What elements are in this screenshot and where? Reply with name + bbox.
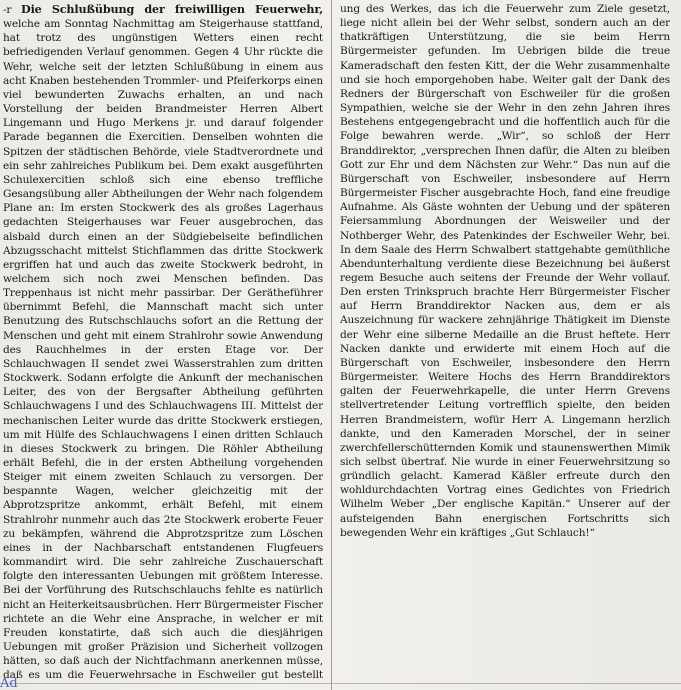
article-headline: Die Schlußübung der freiwilligen Feuerwehr, [21,2,323,16]
article-body-right: ung des Werkes, das ich die Feuerwehr zum Ziele gesetzt, liege nicht allein bei der Wehr selbst, sondern auch an der thatkräftigen Unterstützung, die sie beim Herrn Bürgermeister gefunden. Im Uebrigen bilde die treue Kameradschaft den festen Kitt, der die Wehr zusammenhalte und sie hoch emporgehoben habe. Weiter galt der Dank des Redners der Bürgerschaft von Eschweiler für die großen Sympathien, welche sie der Wehr in den zehn Jahren ihres Bestehens entgegengebracht und die hoffentlich auch für die Folge bewahren werde. „Wir“, so schloß der Herr Branddirektor, „versprechen Ihnen dafür, die Alten zu bleiben Gott zur Ehr und dem Nächsten zur Wehr.“ Das nun auf die Bürgerschaft von Eschweiler, insbesondere auf Herrn Bürgermeister Fischer ausgebrachte Hoch, fand eine freudige Aufnahme. Als Gäste wohnten der Uebung und der späteren Feiersammlung Abordnungen der Weisweiler und der Nothberger Wehr, des Patenkindes der Eschweiler Wehr, bei. In dem Saale des Herrn Schwalbert stattgehabte gemüthliche Abendunterhaltung verdiente diese Bezeichnung bei äußerst regem Besuche auch seitens der Freunde der Wehr vollauf. Den ersten Trinkspruch brachte Herr Bürgermeister Fischer auf Herrn Branddirektor Nacken aus, dem er als Auszeichnung für wackere zehnjährige Thätigkeit im Dienste der Wehr eine silberne Medaille an die Brust heftete. Herr Nacken dankte und erwiderte mit einem Hoch auf die Bürgerschaft von Eschweiler, insbesondere den Herrn Bürgermeister. Weitere Hochs des Herrn Branddirektors galten der Feuerwehrkapelle, die unter Herrn Grevens stellvertretender Leitung vortrefflich spielte, den beiden Herren Brandmeistern, wofür Herr A. Lingemann herzlich dankte, und den Kameraden Morschel, der in seiner zwerchfellerschütternden Komik und staunenswerthen Mimik sich selbst übertraf. Nie wurde in einer Feuerwehrsitzung so gründlich gelacht. Kamerad Käßler erfreute durch den wohldurchdachten Vortrag eines Gedichtes von Friedrich Wilhelm Weber „Der englische Kapitän.“ Unserer auf der aufsteigenden Bahn energischen Fortschritts sich bewegenden Wehr ein kräftiges „Gut Schlauch!“ [340,3,670,539]
article-paragraph [3,2,323,682]
article-body-left: welche am Sonntag Nachmittag am Steigerhause stattfand, hat trotz des ungünstigen Wetters einen recht befriedigenden Verlauf genommen. Gegen 4 Uhr rückte die Wehr, welche seit der letzten Schlußübung in einem aus acht Knaben bestehenden Trommler- und Pfeiferkorps einen viel bewunderten Zuwachs erhalten, an und nach Vorstellung der beiden Brandmeister Herren Albert Lingemann und Hugo Merkens jr. und darauf folgender Parade begannen die Exercitien. Denselben wohnten die Spitzen der städtischen Behörde, viele Stadtverordnete und ein sehr zahlreiches Publikum bei. Dem exakt ausgeführten Schulexercitien schloß sich eine ebenso treffliche Gesangsübung aller Abtheilungen der Wehr nach folgendem Plane an: Im ersten Stockwerk des als großes Lagerhaus gedachten Steigerhauses war Feuer ausgebrochen, das alsbald durch einen an der Südgiebelseite befindlichen Abzugsschacht mittelst Stichflammen das dritte Stockwerk ergriffen hat und auch das zweite Stockwerk bedroht, in welchem sich noch zwei Menschen befinden. Das Treppenhaus ist nicht mehr passirbar. Der Gerätheführer übernimmt Befehl, die Mannschaft macht sich unter Benutzung des Rutschschlauchs sofort an die Rettung der Menschen und geht mit einem Strahlrohr sowie Anwendung des Rauchhelmes in der ersten Etage vor. Der Schlauchwagen II sendet zwei Wasserstrahlen zum dritten Stockwerk. Sodann erfolgte die Ankunft der mechanischen Leiter, des von der Bergsafter Abtheilung geführten Schlauchwagens I und des Schlauchwagens III. Mittelst der mechanischen Leiter wurde das dritte Stockwerk erstiegen, um mit Hülfe des Schlauchwagens I einen dritten Schlauch in dieses Stockwerk zu bringen. Die Röhler Abtheilung erhält Befehl, die in der ersten Abtheilung vorgehenden Steiger mit einem zweiten Schlauch zu versorgen. Der bespannte Wagen, welcher gleichzeitig mit der Abprotzspritze ankommt, erhält Befehl, mit einem Strahlrohr nunmehr auch das 2te Stockwerk eroberte Feuer zu bekämpfen, während die Abprotzspritze zum Löschen eines in der Nachbarschaft entstandenen Flugfeuers kommandirt wird. Die sehr zahlreiche Zuschauerschaft folgte den interessanten Uebungen mit größtem Interesse. Bei der Vorführung des Rutschschlauchs fehlte es natürlich nicht an Heiterkeitsausbrüchen. Herr Bürgermeister Fischer richtete an die Wehr eine Ansprache, in welcher er mit Freuden konstatirte, daß sich auch die diesjährigen Uebungen mit großer Präzision und Sicherheit vollzogen hätten, so daß auch der Nichtfachmann anerkennen müsse, daß es um die Feuerwehrsache in Eschweiler gut bestellt [3,18,323,682]
article-column-right [340,2,670,682]
article-column-left [3,2,323,682]
footer-mark: Ad [0,678,18,690]
page-bottom-rule [0,683,681,684]
column-divider [331,0,332,690]
column-marker: -r [3,4,12,16]
